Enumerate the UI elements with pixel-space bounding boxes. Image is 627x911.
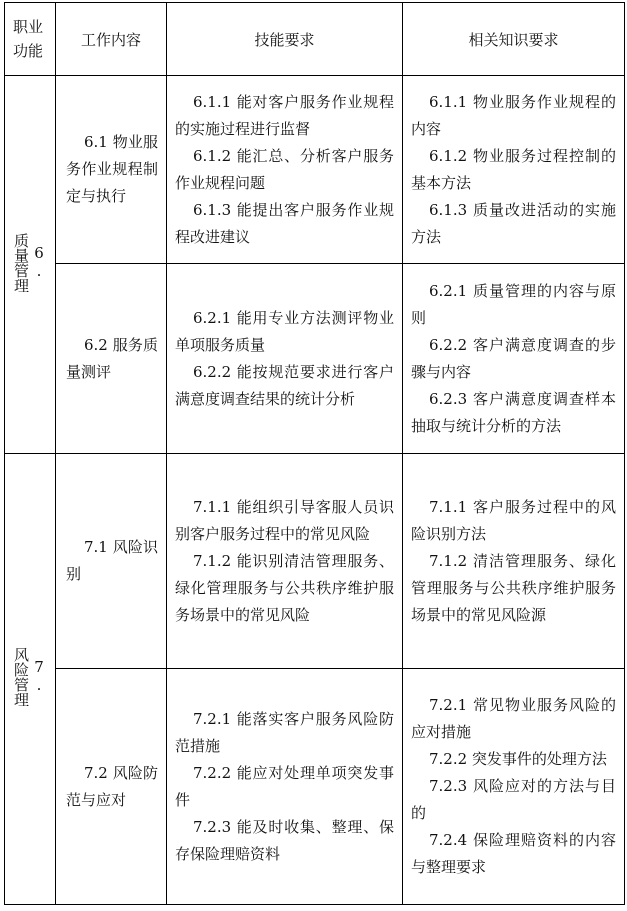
knowledge-item: 7.1.2 清洁管理服务、绿化管理服务与公共秩序维护服务场景中的常见风险源 bbox=[411, 551, 616, 624]
knowledge-item: 7.2.3 风险应对的方法与目的 bbox=[411, 777, 616, 822]
work-content-cell bbox=[56, 76, 167, 264]
work-content-cell bbox=[56, 454, 167, 669]
skill-cell bbox=[167, 669, 403, 905]
table-row bbox=[5, 669, 625, 905]
function-number: 6. bbox=[30, 243, 48, 280]
header-function: 职业功能 bbox=[5, 3, 56, 76]
knowledge-item: 7.2.1 常见物业服务风险的应对措施 bbox=[411, 696, 616, 741]
skill-cell bbox=[167, 454, 403, 669]
skill-cell bbox=[167, 264, 403, 454]
table-row bbox=[5, 76, 625, 264]
knowledge-item: 6.2.2 客户满意度调查的步骤与内容 bbox=[411, 335, 616, 381]
skill-item: 6.2.1 能用专业方法测评物业单项服务质量 bbox=[175, 308, 394, 354]
skill-item: 6.1.2 能汇总、分析客户服务作业规程问题 bbox=[175, 146, 394, 192]
knowledge-cell bbox=[403, 264, 625, 454]
knowledge-item: 6.2.1 质量管理的内容与原则 bbox=[411, 281, 616, 327]
skill-item: 7.2.3 能及时收集、整理、保存保险理赔资料 bbox=[175, 817, 394, 863]
skill-item: 7.1.2 能识别清洁管理服务、绿化管理服务与公共秩序维护服务场景中的常见风险 bbox=[175, 551, 394, 624]
skill-item: 7.1.1 能组织引导客服人员识别客户服务过程中的常见风险 bbox=[175, 497, 394, 543]
function-name: 风险管理 bbox=[12, 647, 30, 707]
knowledge-item: 7.2.2 突发事件的处理方法 bbox=[429, 750, 607, 768]
work-content-text: 7.1 风险识别 bbox=[66, 538, 158, 583]
function-number: 7. bbox=[30, 658, 48, 694]
knowledge-item: 7.2.4 保险理赔资料的内容与整理要求 bbox=[411, 831, 616, 876]
skill-cell bbox=[167, 76, 403, 264]
skill-requirements-table bbox=[4, 2, 625, 905]
knowledge-cell bbox=[403, 76, 625, 264]
table-header-row bbox=[5, 3, 625, 76]
table-row bbox=[5, 264, 625, 454]
knowledge-item: 6.1.1 物业服务作业规程的内容 bbox=[411, 92, 616, 138]
table-row bbox=[5, 454, 625, 669]
skill-item: 7.2.1 能落实客户服务风险防范措施 bbox=[175, 709, 394, 755]
work-content-text: 6.1 物业服务作业规程制定与执行 bbox=[66, 133, 158, 205]
knowledge-cell bbox=[403, 454, 625, 669]
function-cell-quality bbox=[5, 76, 56, 454]
work-content-text: 6.2 服务质量测评 bbox=[66, 335, 158, 381]
skill-item: 6.1.1 能对客户服务作业规程的实施过程进行监督 bbox=[175, 92, 394, 138]
work-content-cell bbox=[56, 669, 167, 905]
skill-item: 7.2.2 能应对处理单项突发事件 bbox=[175, 763, 394, 809]
knowledge-item: 6.1.2 物业服务过程控制的基本方法 bbox=[411, 146, 616, 192]
work-content-cell bbox=[56, 264, 167, 454]
header-work-content: 工作内容 bbox=[56, 3, 167, 76]
header-knowledge-requirements: 相关知识要求 bbox=[403, 3, 625, 76]
header-skill-requirements: 技能要求 bbox=[167, 3, 403, 76]
knowledge-item: 7.1.1 客户服务过程中的风险识别方法 bbox=[411, 497, 616, 543]
function-name: 质量管理 bbox=[12, 232, 30, 293]
work-content-text: 7.2 风险防范与应对 bbox=[66, 763, 158, 809]
skill-item: 6.2.2 能按规范要求进行客户满意度调查结果的统计分析 bbox=[175, 362, 394, 408]
knowledge-cell bbox=[403, 669, 625, 905]
knowledge-item: 6.2.3 客户满意度调查样本抽取与统计分析的方法 bbox=[411, 389, 616, 435]
knowledge-item: 6.1.3 质量改进活动的实施方法 bbox=[411, 200, 616, 246]
function-cell-risk bbox=[5, 454, 56, 905]
skill-item: 6.1.3 能提出客户服务作业规程改进建议 bbox=[175, 200, 394, 246]
